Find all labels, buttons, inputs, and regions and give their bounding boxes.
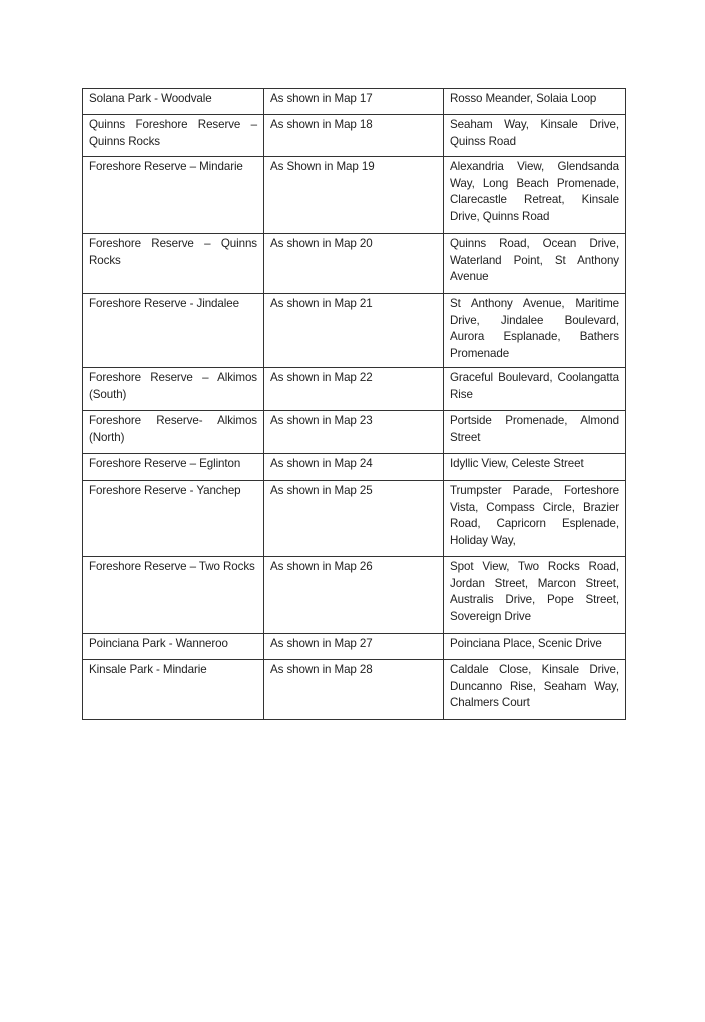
location-cell: Quinns Foreshore Reserve – Quinns Rocks xyxy=(83,115,264,157)
streets-cell: Portside Promenade, Almond Street xyxy=(444,411,626,454)
location-cell: Foreshore Reserve – Alkimos (South) xyxy=(83,368,264,411)
streets-cell: Seaham Way, Kinsale Drive, Quinss Road xyxy=(444,115,626,157)
table-row xyxy=(83,115,626,157)
location-cell: Foreshore Reserve- Alkimos (North) xyxy=(83,411,264,454)
streets-cell: Spot View, Two Rocks Road, Jordan Street, Marcon Street, Australis Drive, Pope Street, Sovereign Drive xyxy=(444,557,626,634)
location-cell: Foreshore Reserve – Two Rocks xyxy=(83,557,264,634)
streets-cell: Graceful Boulevard, Coolangatta Rise xyxy=(444,368,626,411)
map-cell: As shown in Map 22 xyxy=(264,368,444,411)
map-cell: As shown in Map 21 xyxy=(264,294,444,368)
table-row xyxy=(83,294,626,368)
location-cell: Foreshore Reserve – Mindarie xyxy=(83,157,264,234)
map-cell: As shown in Map 23 xyxy=(264,411,444,454)
table-row xyxy=(83,557,626,634)
streets-cell: Rosso Meander, Solaia Loop xyxy=(444,89,626,115)
map-cell: As shown in Map 26 xyxy=(264,557,444,634)
location-cell: Foreshore Reserve – Eglinton xyxy=(83,454,264,481)
map-cell: As shown in Map 20 xyxy=(264,234,444,294)
location-cell: Solana Park - Woodvale xyxy=(83,89,264,115)
streets-cell: Trumpster Parade, Forteshore Vista, Compass Circle, Brazier Road, Capricorn Esplenade, Holiday Way, xyxy=(444,481,626,557)
table-row xyxy=(83,157,626,234)
location-cell: Foreshore Reserve - Yanchep xyxy=(83,481,264,557)
map-cell: As shown in Map 25 xyxy=(264,481,444,557)
map-cell: As Shown in Map 19 xyxy=(264,157,444,234)
table-row xyxy=(83,660,626,720)
streets-cell: Caldale Close, Kinsale Drive, Duncanno Rise, Seaham Way, Chalmers Court xyxy=(444,660,626,720)
table-row xyxy=(83,89,626,115)
reserves-table xyxy=(82,88,626,720)
streets-cell: Idyllic View, Celeste Street xyxy=(444,454,626,481)
map-cell: As shown in Map 28 xyxy=(264,660,444,720)
map-cell: As shown in Map 24 xyxy=(264,454,444,481)
streets-cell: Poinciana Place, Scenic Drive xyxy=(444,634,626,660)
location-cell: Poinciana Park - Wanneroo xyxy=(83,634,264,660)
streets-cell: St Anthony Avenue, Maritime Drive, Jindalee Boulevard, Aurora Esplanade, Bathers Promenade xyxy=(444,294,626,368)
table-row xyxy=(83,368,626,411)
location-cell: Foreshore Reserve - Jindalee xyxy=(83,294,264,368)
location-cell: Foreshore Reserve – Quinns Rocks xyxy=(83,234,264,294)
map-cell: As shown in Map 27 xyxy=(264,634,444,660)
table-row xyxy=(83,411,626,454)
table-row xyxy=(83,634,626,660)
map-cell: As shown in Map 17 xyxy=(264,89,444,115)
table-row xyxy=(83,454,626,481)
location-cell: Kinsale Park - Mindarie xyxy=(83,660,264,720)
streets-cell: Alexandria View, Glendsanda Way, Long Beach Promenade, Clarecastle Retreat, Kinsale Drive, Quinns Road xyxy=(444,157,626,234)
map-cell: As shown in Map 18 xyxy=(264,115,444,157)
table-row xyxy=(83,481,626,557)
streets-cell: Quinns Road, Ocean Drive, Waterland Point, St Anthony Avenue xyxy=(444,234,626,294)
table-row xyxy=(83,234,626,294)
